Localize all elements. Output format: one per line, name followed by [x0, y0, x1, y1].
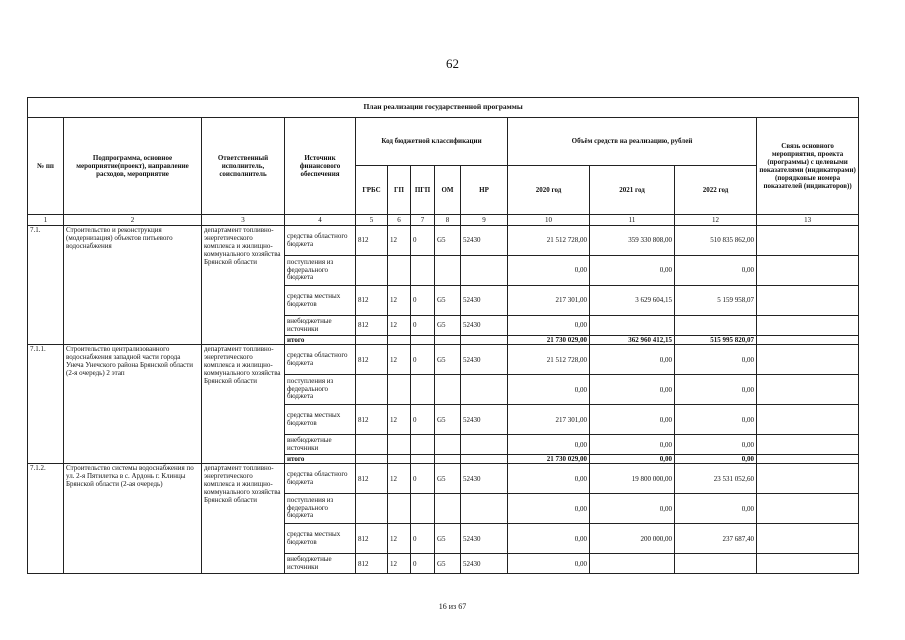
cell-y2020: 0,00	[508, 375, 590, 405]
cell-link	[757, 455, 859, 464]
total-empty	[435, 455, 461, 464]
page-number: 62	[446, 56, 459, 71]
cell-y2020: 0,00	[508, 524, 590, 554]
cell-link	[757, 464, 859, 494]
total-empty	[461, 455, 508, 464]
cell-grbs: 812	[356, 464, 388, 494]
column-number: 8	[435, 215, 461, 226]
cell-om: G5	[435, 316, 461, 336]
funding-source: средства областного бюджета	[285, 345, 356, 375]
funding-source: внебюджетные источники	[285, 554, 356, 574]
cell-y2020: 21 512 728,00	[508, 345, 590, 375]
header-source: Источник финансового обеспечения	[285, 118, 356, 215]
header-nr: НР	[461, 166, 508, 215]
cell-om: G5	[435, 554, 461, 574]
cell-y2021: 0,00	[590, 375, 675, 405]
total-empty	[356, 455, 388, 464]
cell-gp	[388, 375, 411, 405]
cell-link	[757, 226, 859, 256]
cell-y2022: 0,00	[675, 345, 757, 375]
column-number: 2	[64, 215, 202, 226]
table-row	[28, 464, 859, 494]
cell-y2022: 0,00	[675, 256, 757, 286]
cell-nr	[461, 375, 508, 405]
cell-nr: 52430	[461, 524, 508, 554]
cell-pgp: 0	[411, 524, 435, 554]
cell-pgp: 0	[411, 464, 435, 494]
header-volume: Объём средств на реализацию, рублей	[508, 118, 757, 166]
cell-y2022: 5 159 958,07	[675, 286, 757, 316]
cell-grbs: 812	[356, 405, 388, 435]
cell-gp: 12	[388, 405, 411, 435]
header-2021: 2021 год	[590, 166, 675, 215]
cell-om: G5	[435, 286, 461, 316]
cell-link	[757, 554, 859, 574]
cell-y2020: 0,00	[508, 494, 590, 524]
page-footer: 16 из 67	[438, 602, 467, 611]
header-no: № пп	[28, 118, 64, 215]
cell-y2021	[590, 316, 675, 336]
cell-y2021: 0,00	[590, 345, 675, 375]
cell-pgp: 0	[411, 345, 435, 375]
table-title: План реализации государственной программы	[28, 98, 859, 118]
cell-y2021: 359 330 808,00	[590, 226, 675, 256]
header-gp: ГП	[388, 166, 411, 215]
header-om: ОМ	[435, 166, 461, 215]
cell-nr	[461, 256, 508, 286]
cell-y2020: 217 301,00	[508, 405, 590, 435]
column-number: 5	[356, 215, 388, 226]
cell-y2022: 0,00	[675, 375, 757, 405]
cell-y2020: 0,00	[508, 554, 590, 574]
funding-source: внебюджетные источники	[285, 435, 356, 455]
total-empty	[388, 336, 411, 345]
cell-pgp	[411, 256, 435, 286]
cell-pgp	[411, 375, 435, 405]
row-number: 7.1.2.	[28, 464, 64, 574]
cell-grbs: 812	[356, 524, 388, 554]
cell-om	[435, 435, 461, 455]
cell-om: G5	[435, 405, 461, 435]
total-2021: 0,00	[590, 455, 675, 464]
header-budget-code: Код бюджетной классификации	[356, 118, 508, 166]
cell-y2022: 0,00	[675, 405, 757, 435]
cell-grbs: 812	[356, 286, 388, 316]
cell-link	[757, 435, 859, 455]
cell-link	[757, 494, 859, 524]
funding-source: средства областного бюджета	[285, 226, 356, 256]
funding-source: внебюджетные источники	[285, 316, 356, 336]
column-number: 7	[411, 215, 435, 226]
cell-link	[757, 256, 859, 286]
cell-y2021: 0,00	[590, 435, 675, 455]
cell-grbs: 812	[356, 316, 388, 336]
funding-source: поступления из федерального бюджета	[285, 375, 356, 405]
cell-gp: 12	[388, 286, 411, 316]
column-number: 11	[590, 215, 675, 226]
cell-y2021: 200 000,00	[590, 524, 675, 554]
total-empty	[461, 336, 508, 345]
cell-y2022	[675, 554, 757, 574]
column-number-row	[28, 215, 859, 226]
header-responsible: Ответственный исполнитель, соисполнитель	[202, 118, 285, 215]
funding-source: средства местных бюджетов	[285, 405, 356, 435]
funding-source: поступления из федерального бюджета	[285, 494, 356, 524]
activity-name: Строительство и реконструкция (модернизация) объектов питьевого водоснабжения	[64, 226, 202, 345]
column-number: 10	[508, 215, 590, 226]
header-grbs: ГРБС	[356, 166, 388, 215]
cell-grbs	[356, 494, 388, 524]
cell-grbs: 812	[356, 226, 388, 256]
cell-y2020: 21 512 728,00	[508, 226, 590, 256]
cell-nr: 52430	[461, 226, 508, 256]
column-number: 9	[461, 215, 508, 226]
cell-gp	[388, 494, 411, 524]
cell-pgp: 0	[411, 316, 435, 336]
cell-gp: 12	[388, 345, 411, 375]
cell-nr	[461, 494, 508, 524]
cell-gp: 12	[388, 524, 411, 554]
cell-y2021: 3 629 604,15	[590, 286, 675, 316]
row-number: 7.1.1.	[28, 345, 64, 464]
cell-grbs	[356, 256, 388, 286]
cell-y2020: 217 301,00	[508, 286, 590, 316]
total-label: итого	[285, 336, 356, 345]
cell-gp: 12	[388, 226, 411, 256]
cell-link	[757, 375, 859, 405]
cell-y2022: 23 531 052,60	[675, 464, 757, 494]
header-pgp: ПГП	[411, 166, 435, 215]
funding-source: средства местных бюджетов	[285, 286, 356, 316]
total-2022: 0,00	[675, 455, 757, 464]
cell-y2021: 0,00	[590, 405, 675, 435]
cell-om: G5	[435, 226, 461, 256]
cell-pgp: 0	[411, 226, 435, 256]
cell-y2022: 510 835 862,00	[675, 226, 757, 256]
column-number: 12	[675, 215, 757, 226]
activity-name: Строительство системы водоснабжения по ул. 2-я Пятилетка в с. Ардонь г. Клинцы Брянской области (2-ая очередь)	[64, 464, 202, 574]
column-number: 4	[285, 215, 356, 226]
cell-nr: 52430	[461, 316, 508, 336]
funding-source: средства местных бюджетов	[285, 524, 356, 554]
funding-source: средства областного бюджета	[285, 464, 356, 494]
total-empty	[411, 336, 435, 345]
cell-grbs	[356, 435, 388, 455]
cell-y2020: 0,00	[508, 316, 590, 336]
cell-y2020: 0,00	[508, 256, 590, 286]
table-row	[28, 226, 859, 256]
cell-om: G5	[435, 464, 461, 494]
cell-om: G5	[435, 524, 461, 554]
cell-gp	[388, 435, 411, 455]
cell-gp: 12	[388, 554, 411, 574]
program-plan-table	[27, 97, 859, 574]
responsible-executor: департамент топливно-энергетического комплекса и жилищно-коммунального хозяйства Брянской области	[202, 226, 285, 345]
cell-nr: 52430	[461, 405, 508, 435]
total-empty	[388, 455, 411, 464]
responsible-executor: департамент топливно-энергетического комплекса и жилищно-коммунального хозяйства Брянской области	[202, 464, 285, 574]
cell-nr: 52430	[461, 286, 508, 316]
responsible-executor: департамент топливно-энергетического комплекса и жилищно-коммунального хозяйства Брянской области	[202, 345, 285, 464]
column-number: 13	[757, 215, 859, 226]
column-number: 6	[388, 215, 411, 226]
cell-pgp: 0	[411, 554, 435, 574]
total-2022: 515 995 820,07	[675, 336, 757, 345]
cell-y2022: 237 687,40	[675, 524, 757, 554]
cell-link	[757, 345, 859, 375]
cell-y2022	[675, 316, 757, 336]
header-2020: 2020 год	[508, 166, 590, 215]
activity-name: Строительство централизованного водоснабжения западной части города Унеча Унечского района Брянской области (2-я очередь) 2 этап	[64, 345, 202, 464]
cell-pgp: 0	[411, 286, 435, 316]
cell-y2022: 0,00	[675, 435, 757, 455]
total-2020: 21 730 029,00	[508, 455, 590, 464]
funding-source: поступления из федерального бюджета	[285, 256, 356, 286]
total-empty	[356, 336, 388, 345]
cell-gp	[388, 256, 411, 286]
header-name: Подпрограмма, основное мероприятие(проект), направление расходов, мероприятие	[64, 118, 202, 215]
total-label: итого	[285, 455, 356, 464]
cell-gp: 12	[388, 464, 411, 494]
cell-y2021	[590, 554, 675, 574]
total-empty	[435, 336, 461, 345]
cell-y2021: 0,00	[590, 256, 675, 286]
cell-link	[757, 524, 859, 554]
cell-pgp	[411, 435, 435, 455]
cell-grbs: 812	[356, 345, 388, 375]
cell-nr: 52430	[461, 554, 508, 574]
column-number: 3	[202, 215, 285, 226]
header-2022: 2022 год	[675, 166, 757, 215]
cell-pgp	[411, 494, 435, 524]
total-2020: 21 730 029,00	[508, 336, 590, 345]
row-number: 7.1.	[28, 226, 64, 345]
total-empty	[411, 455, 435, 464]
cell-om	[435, 375, 461, 405]
cell-nr	[461, 435, 508, 455]
header-link: Связь основного мероприятия, проекта (программы) с целевыми показателями (индикаторами) (порядковые номера показателей (индикаторов))	[757, 118, 859, 215]
cell-link	[757, 405, 859, 435]
cell-om: G5	[435, 345, 461, 375]
cell-y2022: 0,00	[675, 494, 757, 524]
cell-pgp: 0	[411, 405, 435, 435]
cell-link	[757, 316, 859, 336]
cell-link	[757, 286, 859, 316]
column-number: 1	[28, 215, 64, 226]
cell-nr: 52430	[461, 345, 508, 375]
cell-y2021: 0,00	[590, 494, 675, 524]
cell-y2020: 0,00	[508, 464, 590, 494]
table-row	[28, 345, 859, 375]
cell-grbs	[356, 375, 388, 405]
cell-gp: 12	[388, 316, 411, 336]
cell-nr: 52430	[461, 464, 508, 494]
cell-grbs: 812	[356, 554, 388, 574]
total-2021: 362 960 412,15	[590, 336, 675, 345]
cell-y2021: 19 800 000,00	[590, 464, 675, 494]
cell-om	[435, 256, 461, 286]
cell-y2020: 0,00	[508, 435, 590, 455]
cell-om	[435, 494, 461, 524]
cell-link	[757, 336, 859, 345]
